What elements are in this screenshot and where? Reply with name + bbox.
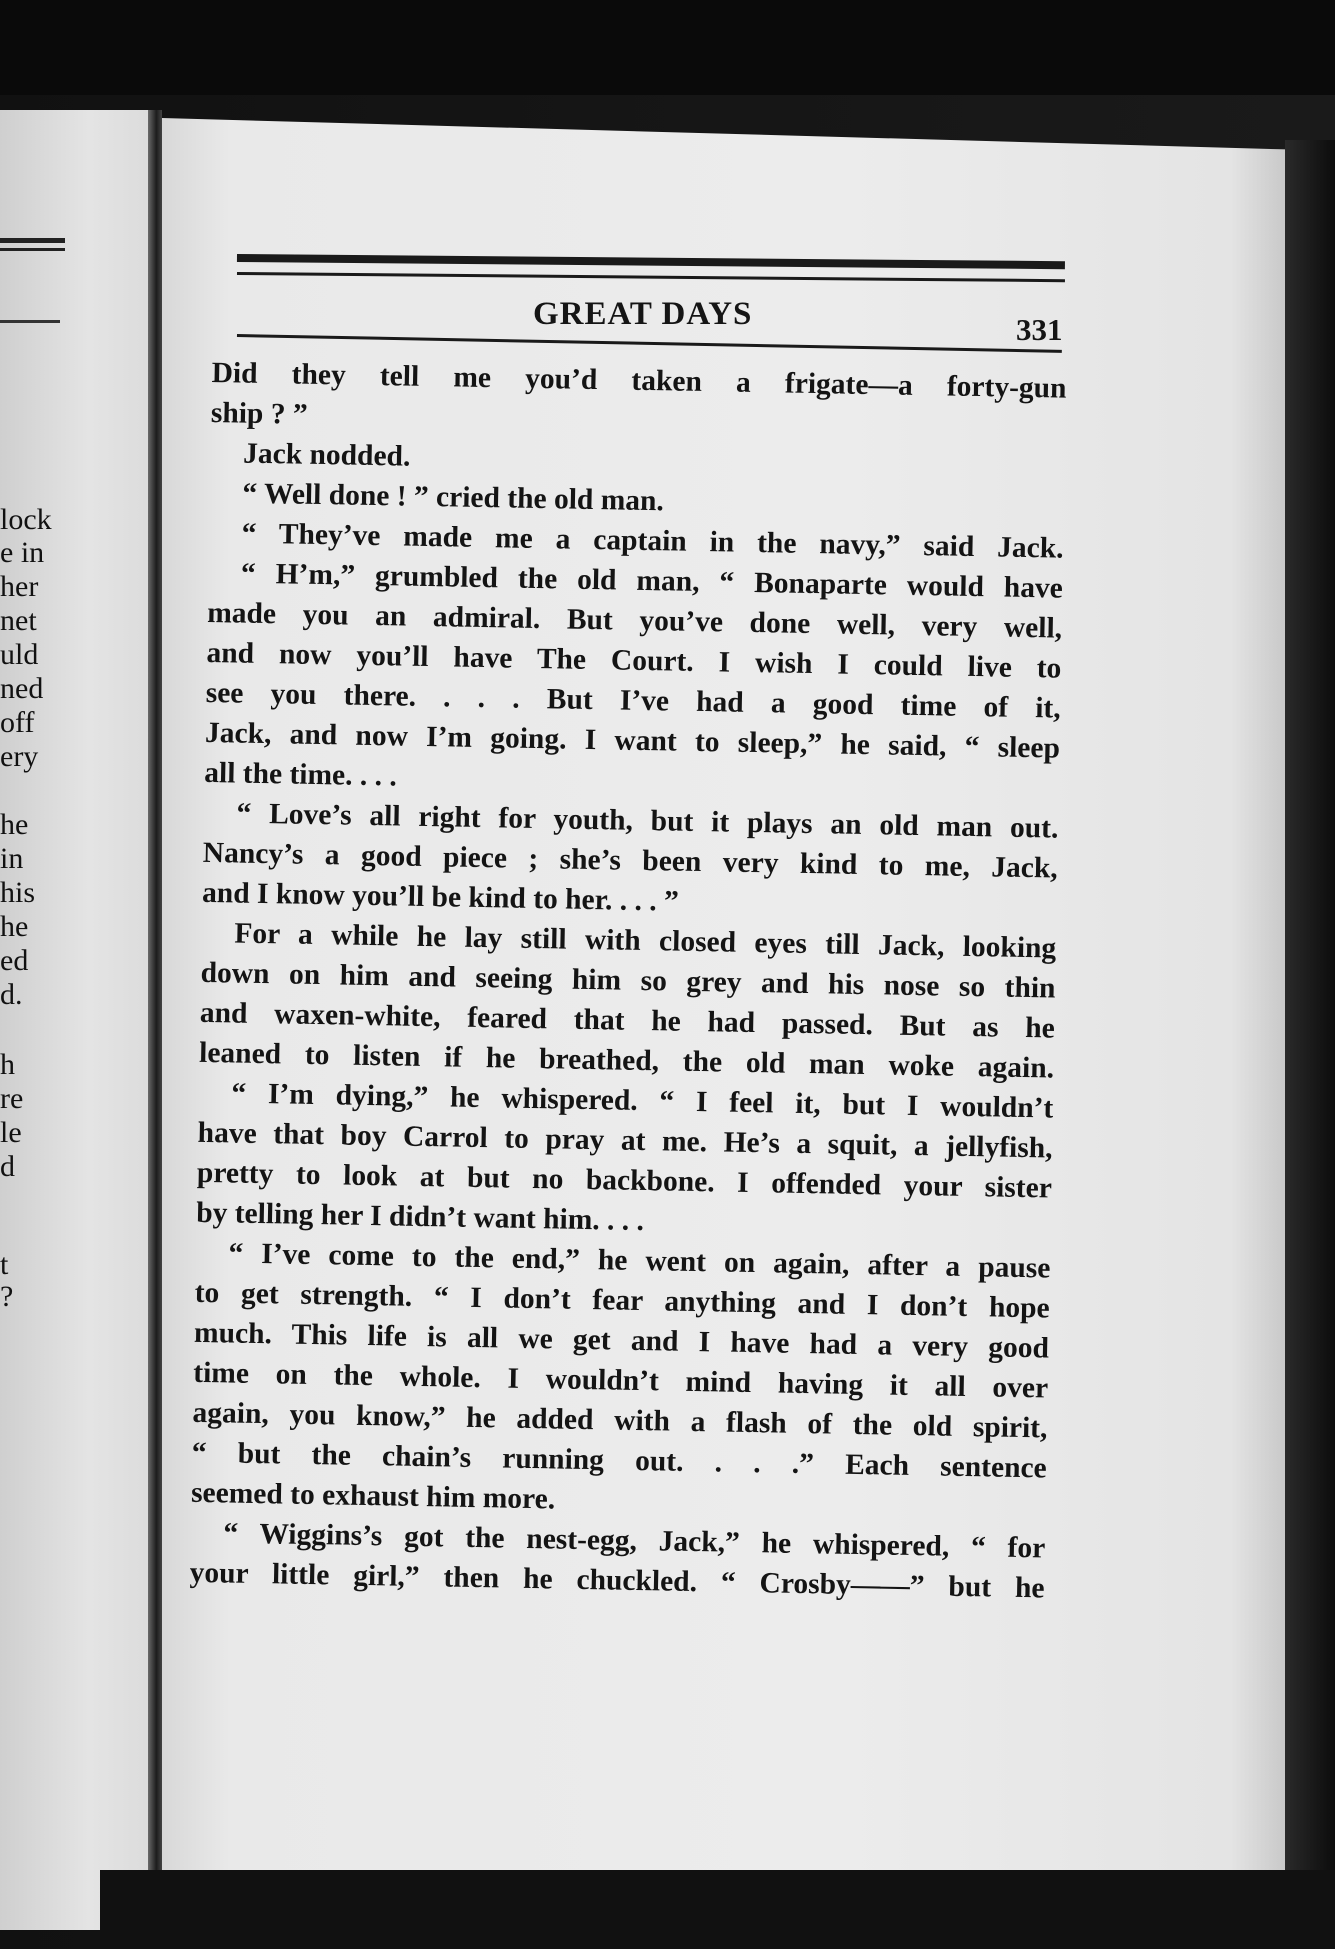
text-line: down on him and seeing him so grey and his nose so thin bbox=[200, 956, 1056, 1005]
book-gutter bbox=[148, 110, 162, 1930]
left-page-fragment: net bbox=[0, 604, 37, 637]
text-line: “ Well done ! ” cried the old man. bbox=[242, 477, 665, 518]
left-page-fragment: t bbox=[0, 1248, 9, 1281]
text-line: by telling her I didn’t want him. . . . bbox=[195, 1196, 645, 1238]
left-page-fragment: in bbox=[0, 842, 24, 875]
left-page-fragment: re bbox=[0, 1082, 24, 1115]
text-line: made you an admiral. But you’ve done well, very well, bbox=[206, 596, 1063, 645]
left-page-fragment: d bbox=[0, 1150, 15, 1183]
text-line: seemed to exhaust him more. bbox=[190, 1476, 556, 1516]
left-page-rule bbox=[0, 238, 65, 243]
left-page-rule bbox=[0, 320, 60, 323]
text-line: much. This life is all we get and I have had a very good bbox=[193, 1316, 1050, 1365]
text-line: “ H’m,” grumbled the old man, “ Bonaparte would have bbox=[240, 557, 1064, 605]
left-page-fragment: he bbox=[0, 808, 29, 841]
left-page-fragment: uld bbox=[0, 638, 39, 671]
text-line: and I know you’ll be kind to her. . . . ” bbox=[201, 876, 680, 918]
left-page-fragment: ery bbox=[0, 740, 39, 773]
left-page-fragment: d. bbox=[0, 978, 23, 1011]
text-line: again, you know,” he added with a flash of the old spirit, bbox=[192, 1396, 1048, 1445]
text-line: “ Love’s all right for youth, but it plays an old man out. bbox=[236, 797, 1059, 845]
text-line: see you there. . . . But I’ve had a good time of it, bbox=[205, 676, 1061, 725]
left-page-fragment: lock bbox=[0, 503, 52, 536]
text-line: Did they tell me you’d taken a frigate—a forty-gun bbox=[211, 356, 1067, 405]
scan-background-top bbox=[0, 0, 1335, 95]
text-line: all the time. . . . bbox=[204, 756, 398, 793]
text-line: “ I’m dying,” he whispered. “ I feel it, but I wouldn’t bbox=[231, 1077, 1054, 1125]
left-page-rule bbox=[0, 248, 65, 251]
left-page-fragment: ? bbox=[0, 1280, 14, 1313]
text-line: leaned to listen if he breathed, the old man woke again. bbox=[198, 1036, 1055, 1085]
left-page-fragment: his bbox=[0, 876, 36, 909]
text-line: Nancy’s a good piece ; she’s been very kind to me, Jack, bbox=[202, 836, 1058, 885]
running-head: GREAT DAYS bbox=[533, 296, 753, 332]
page-edge-shadow bbox=[1285, 140, 1335, 1949]
left-page-fragment: ed bbox=[0, 944, 29, 977]
left-page-edge bbox=[0, 110, 148, 1930]
text-line: to get strength. “ I don’t fear anything and I don’t hope bbox=[194, 1276, 1050, 1325]
text-line: “ They’ve made me a captain in the navy,” said Jack. bbox=[241, 517, 1064, 565]
left-page-fragment: h bbox=[0, 1048, 15, 1081]
text-line: time on the whole. I wouldn’t mind having it all over bbox=[193, 1356, 1049, 1405]
text-line: For a while he lay still with closed eyes till Jack, looking bbox=[234, 917, 1057, 965]
text-line: “ Wiggins’s got the nest-egg, Jack,” he whispered, “ for bbox=[223, 1517, 1046, 1565]
left-page-fragment: le bbox=[0, 1116, 22, 1149]
text-line: have that boy Carrol to pray at me. He’s a squit, a jellyfish, bbox=[197, 1116, 1053, 1165]
left-page-fragment: ned bbox=[0, 672, 44, 705]
text-line: Jack, and now I’m going. I want to sleep,” he said, “ sleep bbox=[204, 716, 1061, 765]
text-line: and now you’ll have The Court. I wish I could live to bbox=[206, 636, 1062, 685]
body-text bbox=[189, 353, 1067, 1608]
text-line: pretty to look at but no backbone. I offended your sister bbox=[196, 1156, 1053, 1205]
left-page-fragment: her bbox=[0, 570, 39, 603]
text-line: and waxen-white, feared that he had passed. But as he bbox=[199, 996, 1056, 1045]
left-page-fragment: e in bbox=[0, 536, 45, 569]
text-line: “ but the chain’s running out. . . .” Each sentence bbox=[191, 1436, 1047, 1485]
scan-background-bottom bbox=[100, 1870, 1335, 1949]
page-number: 331 bbox=[1016, 312, 1063, 347]
left-page-fragment: he bbox=[0, 910, 29, 943]
left-page-fragment: off bbox=[0, 706, 35, 739]
text-line: “ I’ve come to the end,” he went on again, after a pause bbox=[228, 1237, 1051, 1285]
text-line: your little girl,” then he chuckled. “ Crosby——” but he bbox=[189, 1556, 1045, 1605]
text-line: ship ? ” bbox=[210, 396, 308, 431]
text-line: Jack nodded. bbox=[242, 437, 411, 473]
